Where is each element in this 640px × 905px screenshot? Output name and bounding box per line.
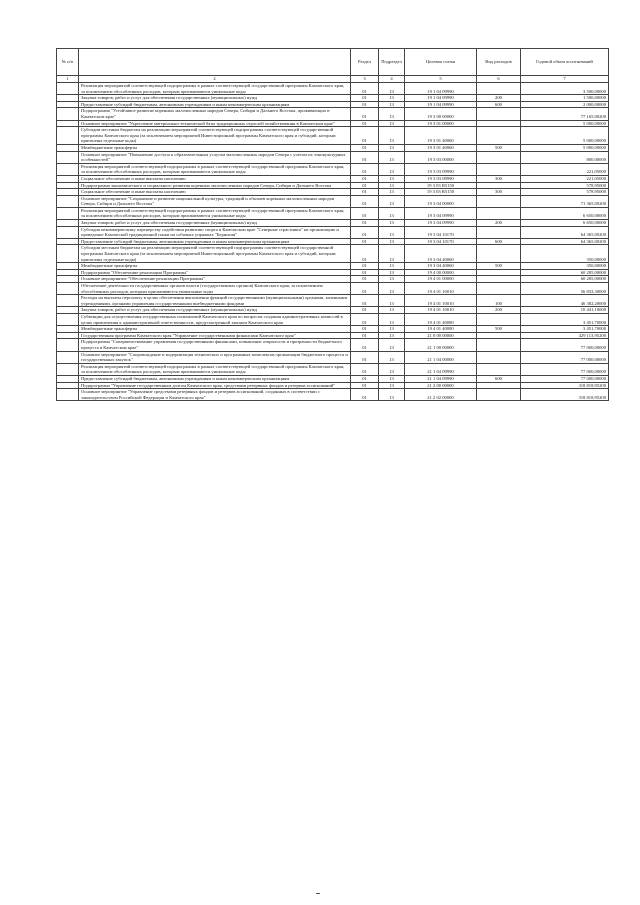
- header-podrazdel: Подраздел: [379, 49, 405, 76]
- row-target-article-cell: 19 4 00 00000: [405, 269, 477, 276]
- row-target-article-cell: 19 3 03 00000: [405, 151, 477, 163]
- row-name-cell: Закупка товаров, работ и услуг для обеспечения государственных (муниципальных) нужд: [79, 95, 351, 102]
- row-amount-cell: 5 000,00000: [521, 120, 609, 127]
- row-amount-cell: 578,95000: [521, 182, 609, 189]
- row-podrazdel-cell: 13: [379, 151, 405, 163]
- row-num-cell: [57, 351, 79, 363]
- row-name-cell: Подпрограмма "Обеспечение реализации Программы": [79, 269, 351, 276]
- row-razdel-cell: 01: [351, 95, 379, 102]
- row-podrazdel-cell: 13: [379, 307, 405, 314]
- table-row: [57, 83, 609, 95]
- row-name-cell: Субвенции для осуществления государственных полномочий Камчатского края по вопросам создания административных комиссий в целях привлечения к административной ответственности, предусмотренной законом Камчатского края: [79, 313, 351, 325]
- row-amount-cell: 5 000,00000: [521, 144, 609, 151]
- row-name-cell: Основное мероприятие "Укрепление материально-технической базы традиционных отраслей хозяйствования в Камчатском крае": [79, 120, 351, 127]
- row-num-cell: [57, 220, 79, 227]
- row-amount-cell: 77 000,00000: [521, 363, 609, 375]
- row-podrazdel-cell: 13: [379, 207, 405, 219]
- table-row: [57, 151, 609, 163]
- row-amount-cell: 77 000,00000: [521, 339, 609, 351]
- row-num-cell: [57, 263, 79, 270]
- row-expense-type-cell: [477, 283, 521, 295]
- row-expense-type-cell: [477, 163, 521, 175]
- row-razdel-cell: 01: [351, 83, 379, 95]
- row-amount-cell: 578,95000: [521, 189, 609, 196]
- table-row: [57, 195, 609, 207]
- budget-table: [56, 48, 609, 401]
- row-amount-cell: 71 365,00200: [521, 195, 609, 207]
- table-row: [57, 144, 609, 151]
- row-num-cell: [57, 101, 79, 108]
- table-row: [57, 220, 609, 227]
- row-amount-cell: 77 000,00000: [521, 375, 609, 382]
- row-target-article-cell: 19 3 03 09990: [405, 175, 477, 182]
- row-name-cell: Субсидии местным бюджетам на реализацию мероприятий соответствующей подпрограммы соответствующей государственной программы Камчатского края (за исключением мероприятий Инвестиционной программы Камчатского края и субсидий, которым присвоены отдельные коды): [79, 245, 351, 263]
- row-razdel-cell: 01: [351, 120, 379, 127]
- table-row: [57, 276, 609, 283]
- table-row: [57, 95, 609, 102]
- row-name-cell: Межбюджетные трансферты: [79, 326, 351, 333]
- row-expense-type-cell: 200: [477, 95, 521, 102]
- table-body: [57, 83, 609, 401]
- row-razdel-cell: 01: [351, 339, 379, 351]
- row-podrazdel-cell: 13: [379, 195, 405, 207]
- row-target-article-cell: 19 3 04 10170: [405, 226, 477, 238]
- table-row: [57, 295, 609, 307]
- row-podrazdel-cell: 13: [379, 276, 405, 283]
- row-razdel-cell: 01: [351, 283, 379, 295]
- page-footer-mark: [316, 893, 320, 894]
- header-target-article: Целевая статья: [405, 49, 477, 76]
- row-name-cell: Реализация мероприятий соответствующей подпрограммы в рамках соответствующей государственной программы Камчатского края, за исключением обособленных расходов, которым присваиваются уникальные коды: [79, 83, 351, 95]
- row-num-cell: [57, 295, 79, 307]
- row-target-article-cell: 21 2 00 00000: [405, 382, 477, 389]
- row-podrazdel-cell: 13: [379, 127, 405, 145]
- row-num-cell: [57, 313, 79, 325]
- row-expense-type-cell: 300: [477, 189, 521, 196]
- row-name-cell: Реализация мероприятий соответствующей подпрограммы в рамках соответствующей государственной программы Камчатского края, за исключением обособленных расходов, которым присваиваются уникальные коды: [79, 363, 351, 375]
- row-target-article-cell: 19 3 04 00000: [405, 195, 477, 207]
- row-name-cell: Закупка товаров, работ и услуг для обеспечения государственных (муниципальных) нужд: [79, 307, 351, 314]
- table-row: [57, 163, 609, 175]
- row-amount-cell: 56 833,30000: [521, 283, 609, 295]
- row-num-cell: [57, 326, 79, 333]
- row-podrazdel-cell: 13: [379, 382, 405, 389]
- row-num-cell: [57, 226, 79, 238]
- row-razdel-cell: 01: [351, 332, 379, 339]
- table-row: [57, 101, 609, 108]
- column-index-row: [57, 76, 609, 83]
- row-num-cell: [57, 151, 79, 163]
- row-name-cell: Предоставление субсидий бюджетным, автономным учреждениям и иным некоммерческим организациям: [79, 101, 351, 108]
- row-name-cell: Основное мероприятие "Сопровождение и модернизация технических и программных комплексов организации бюджетного процесса и государственных закупок": [79, 351, 351, 363]
- row-amount-cell: 60 285,00000: [521, 269, 609, 276]
- header-annual-amount: Годовой объем ассигнований: [521, 49, 609, 76]
- row-target-article-cell: 19 4 01 40080: [405, 313, 477, 325]
- row-podrazdel-cell: 13: [379, 295, 405, 307]
- row-amount-cell: 221,05000: [521, 175, 609, 182]
- table-row: [57, 182, 609, 189]
- row-razdel-cell: 01: [351, 363, 379, 375]
- table-row: [57, 226, 609, 238]
- row-num-cell: [57, 83, 79, 95]
- table-row: [57, 263, 609, 270]
- table-row: [57, 307, 609, 314]
- row-amount-cell: 350,00000: [521, 263, 609, 270]
- row-amount-cell: 221,05000: [521, 163, 609, 175]
- row-expense-type-cell: 100: [477, 295, 521, 307]
- row-name-cell: Закупка товаров, работ и услуг для обеспечения государственных (муниципальных) нужд: [79, 220, 351, 227]
- row-num-cell: [57, 375, 79, 382]
- row-podrazdel-cell: 13: [379, 120, 405, 127]
- row-razdel-cell: 01: [351, 313, 379, 325]
- row-razdel-cell: 01: [351, 389, 379, 401]
- row-num-cell: [57, 195, 79, 207]
- row-podrazdel-cell: 13: [379, 375, 405, 382]
- row-name-cell: Подпрограмма экономического и социального развития коренных малочисленных народов Севера, Сибири и Дальнего Востока: [79, 182, 351, 189]
- row-podrazdel-cell: 13: [379, 263, 405, 270]
- row-target-article-cell: 19 4 01 10010: [405, 307, 477, 314]
- row-name-cell: Основное мероприятие "Повышение доступа к образовательным услугам малочисленных народов Севера с учетом их этнокультурных особенностей": [79, 151, 351, 163]
- table-row: [57, 108, 609, 120]
- row-razdel-cell: 01: [351, 189, 379, 196]
- table-row: [57, 313, 609, 325]
- row-razdel-cell: 01: [351, 207, 379, 219]
- row-target-article-cell: 19 4 01 00000: [405, 276, 477, 283]
- row-name-cell: Субсидия некоммерческому партнерству содействия развитию спорта в Камчатском крае "Северные страстники" на организацию и проведение Камчатской традиционной гонки на собачьих упряжках "Берингия": [79, 226, 351, 238]
- row-name-cell: Подпрограмма "Совершенствование управления государственными финансами, повышение открытости и прозрачности бюджетного процесса в Камчатском крае": [79, 339, 351, 351]
- row-expense-type-cell: [477, 120, 521, 127]
- header-num: № п/п: [57, 49, 79, 76]
- row-num-cell: [57, 276, 79, 283]
- table-row: [57, 120, 609, 127]
- row-target-article-cell: 19 1 04 09990: [405, 101, 477, 108]
- row-razdel-cell: 01: [351, 238, 379, 245]
- row-expense-type-cell: 600: [477, 101, 521, 108]
- row-target-article-cell: 21 1 04 09990: [405, 375, 477, 382]
- row-expense-type-cell: [477, 389, 521, 401]
- row-razdel-cell: 01: [351, 144, 379, 151]
- row-podrazdel-cell: 13: [379, 245, 405, 263]
- row-razdel-cell: 01: [351, 163, 379, 175]
- row-name-cell: Подпрограмма "Устойчивое развитие коренных малочисленных народов Севера, Сибири и Дальнего Востока, проживающих в Камчатском крае": [79, 108, 351, 120]
- row-name-cell: Социальное обеспечение и иные выплаты населению: [79, 175, 351, 182]
- table-row: [57, 175, 609, 182]
- row-expense-type-cell: [477, 182, 521, 189]
- row-name-cell: Реализация мероприятий соответствующей подпрограммы в рамках соответствующей государственной программы Камчатского края, за исключением обособленных расходов, которым присваиваются уникальные коды: [79, 207, 351, 219]
- row-name-cell: Межбюджетные трансферты: [79, 263, 351, 270]
- row-amount-cell: 6 650,00000: [521, 207, 609, 219]
- row-target-article-cell: 19 3 04 09990: [405, 207, 477, 219]
- column-index: 7: [521, 76, 609, 83]
- row-expense-type-cell: 200: [477, 307, 521, 314]
- row-expense-type-cell: [477, 245, 521, 263]
- row-target-article-cell: 19 1 04 09990: [405, 83, 477, 95]
- row-podrazdel-cell: 13: [379, 101, 405, 108]
- row-num-cell: [57, 207, 79, 219]
- row-name-cell: Предоставление субсидий бюджетным, автономным учреждениям и иным некоммерческим организациям: [79, 375, 351, 382]
- row-name-cell: Предоставление субсидий бюджетным, автономным учреждениям и иным некоммерческим организациям: [79, 238, 351, 245]
- row-name-cell: Государственная программа Камчатского края "Управление государственными финансами Камчатского края": [79, 332, 351, 339]
- row-amount-cell: 3 500,00000: [521, 83, 609, 95]
- row-podrazdel-cell: 13: [379, 326, 405, 333]
- row-podrazdel-cell: 13: [379, 283, 405, 295]
- row-expense-type-cell: [477, 276, 521, 283]
- row-razdel-cell: 01: [351, 245, 379, 263]
- row-target-article-cell: 19 3 04 09990: [405, 220, 477, 227]
- row-podrazdel-cell: 13: [379, 351, 405, 363]
- row-expense-type-cell: 600: [477, 238, 521, 245]
- row-target-article-cell: 19 4 01 10010: [405, 283, 477, 295]
- row-razdel-cell: 01: [351, 151, 379, 163]
- row-podrazdel-cell: 13: [379, 144, 405, 151]
- row-num-cell: [57, 108, 79, 120]
- table-row: [57, 245, 609, 263]
- row-expense-type-cell: [477, 83, 521, 95]
- row-expense-type-cell: [477, 151, 521, 163]
- row-amount-cell: 318 818,95200: [521, 382, 609, 389]
- row-expense-type-cell: [477, 127, 521, 145]
- row-expense-type-cell: [477, 195, 521, 207]
- table-row: [57, 207, 609, 219]
- row-expense-type-cell: 500: [477, 144, 521, 151]
- row-amount-cell: 429 113,95200: [521, 332, 609, 339]
- row-num-cell: [57, 175, 79, 182]
- column-index: 2: [79, 76, 351, 83]
- row-podrazdel-cell: 13: [379, 95, 405, 102]
- row-num-cell: [57, 163, 79, 175]
- header-name: [79, 49, 351, 76]
- row-podrazdel-cell: 13: [379, 332, 405, 339]
- row-target-article-cell: 21 2 02 00000: [405, 389, 477, 401]
- row-razdel-cell: 01: [351, 127, 379, 145]
- row-target-article-cell: 19 3 01 40060: [405, 144, 477, 151]
- row-target-article-cell: 19 4 01 40080: [405, 326, 477, 333]
- column-index: 6: [477, 76, 521, 83]
- row-razdel-cell: 01: [351, 269, 379, 276]
- row-num-cell: [57, 269, 79, 276]
- row-num-cell: [57, 189, 79, 196]
- table-row: [57, 189, 609, 196]
- row-amount-cell: 318 818,95200: [521, 389, 609, 401]
- column-index: 4: [379, 76, 405, 83]
- table-row: [57, 389, 609, 401]
- row-name-cell: Основное мероприятие "Обеспечение реализации Программы": [79, 276, 351, 283]
- row-expense-type-cell: [477, 339, 521, 351]
- row-expense-type-cell: 500: [477, 263, 521, 270]
- row-name-cell: Основное мероприятие "Сохранение и развитие национальной культуры, традиций и обычаев коренных малочисленных народов Севера, Сибири и Дальнего Востока": [79, 195, 351, 207]
- row-amount-cell: 60 285,00000: [521, 276, 609, 283]
- row-amount-cell: 2 000,00000: [521, 101, 609, 108]
- row-amount-cell: 3 451,70000: [521, 313, 609, 325]
- table-row: [57, 351, 609, 363]
- row-amount-cell: 64 365,00200: [521, 238, 609, 245]
- row-podrazdel-cell: 13: [379, 182, 405, 189]
- table-row: [57, 363, 609, 375]
- row-num-cell: [57, 95, 79, 102]
- row-target-article-cell: 19 3 04 10170: [405, 238, 477, 245]
- row-name-cell: Социальное обеспечение и иные выплаты населению: [79, 189, 351, 196]
- row-razdel-cell: 01: [351, 295, 379, 307]
- row-num-cell: [57, 283, 79, 295]
- column-index: 3: [351, 76, 379, 83]
- row-num-cell: [57, 245, 79, 263]
- row-target-article-cell: 19 3 01 00000: [405, 120, 477, 127]
- row-target-article-cell: 19 1 04 09990: [405, 95, 477, 102]
- row-amount-cell: 64 365,00200: [521, 226, 609, 238]
- row-expense-type-cell: [477, 313, 521, 325]
- row-num-cell: [57, 127, 79, 145]
- row-target-article-cell: 19 4 01 10010: [405, 295, 477, 307]
- table-row: [57, 238, 609, 245]
- row-podrazdel-cell: 13: [379, 220, 405, 227]
- row-target-article-cell: 19 3 03 R5150: [405, 189, 477, 196]
- row-name-cell: Подпрограмма "Управление государственным долгом Камчатского края, средствами резервных фондов и резервов ассигнований": [79, 382, 351, 389]
- row-razdel-cell: 01: [351, 382, 379, 389]
- row-amount-cell: 46 382,20000: [521, 295, 609, 307]
- header-razdel: Раздел: [351, 49, 379, 76]
- row-expense-type-cell: 600: [477, 375, 521, 382]
- row-expense-type-cell: [477, 226, 521, 238]
- row-podrazdel-cell: 13: [379, 363, 405, 375]
- row-name-cell: Межбюджетные трансферты: [79, 144, 351, 151]
- header-expense-type: Вид расходов: [477, 49, 521, 76]
- row-razdel-cell: 01: [351, 182, 379, 189]
- table-row: [57, 339, 609, 351]
- row-razdel-cell: 01: [351, 226, 379, 238]
- row-razdel-cell: 01: [351, 307, 379, 314]
- row-target-article-cell: 21 1 04 00000: [405, 351, 477, 363]
- row-amount-cell: 5 000,00000: [521, 127, 609, 145]
- row-razdel-cell: 01: [351, 326, 379, 333]
- row-num-cell: [57, 339, 79, 351]
- row-amount-cell: 77 165,00200: [521, 108, 609, 120]
- row-name-cell: Основное мероприятие "Управление средствами резервных фондов и резервов ассигнований, созданных в соответствии с законодательством Российской Федерации и Камчатского края": [79, 389, 351, 401]
- row-target-article-cell: 19 3 03 R5150: [405, 182, 477, 189]
- table-row: [57, 326, 609, 333]
- row-num-cell: [57, 144, 79, 151]
- row-expense-type-cell: [477, 363, 521, 375]
- row-name-cell: Субсидии местным бюджетам на реализацию мероприятий соответствующей подпрограммы соответствующей государственной программы Камчатского края (за исключением мероприятий Инвестиционной программы Камчатского края и субсидий, которым присвоены отдельные коды): [79, 127, 351, 145]
- row-podrazdel-cell: 13: [379, 163, 405, 175]
- row-name-cell: Расходы на выплаты персоналу в целях обеспечения выполнения функций государственными (муниципальными) органами, казенными учреждениями, органами управления государственными внебюджетными фондами: [79, 295, 351, 307]
- row-razdel-cell: 01: [351, 101, 379, 108]
- row-num-cell: [57, 382, 79, 389]
- row-target-article-cell: 19 3 01 40060: [405, 127, 477, 145]
- table-row: [57, 127, 609, 145]
- row-num-cell: [57, 238, 79, 245]
- row-amount-cell: 6 650,00000: [521, 220, 609, 227]
- row-podrazdel-cell: 13: [379, 189, 405, 196]
- row-podrazdel-cell: 13: [379, 83, 405, 95]
- table-row: [57, 382, 609, 389]
- table-header-row: [57, 49, 609, 76]
- row-name-cell: Реализация мероприятий соответствующей подпрограммы в рамках соответствующей государственной программы Камчатского края, за исключением обособленных расходов, которым присваиваются уникальные коды: [79, 163, 351, 175]
- row-razdel-cell: 01: [351, 175, 379, 182]
- row-expense-type-cell: 200: [477, 220, 521, 227]
- row-target-article-cell: 19 3 04 40060: [405, 245, 477, 263]
- row-target-article-cell: 19 3 00 00000: [405, 108, 477, 120]
- row-num-cell: [57, 120, 79, 127]
- row-amount-cell: 800,00000: [521, 151, 609, 163]
- row-amount-cell: 3 451,70000: [521, 326, 609, 333]
- row-podrazdel-cell: 13: [379, 339, 405, 351]
- row-expense-type-cell: [477, 382, 521, 389]
- row-target-article-cell: 21 1 04 09990: [405, 363, 477, 375]
- row-num-cell: [57, 389, 79, 401]
- row-num-cell: [57, 332, 79, 339]
- row-podrazdel-cell: 13: [379, 108, 405, 120]
- row-razdel-cell: 01: [351, 195, 379, 207]
- row-razdel-cell: 01: [351, 263, 379, 270]
- row-razdel-cell: 01: [351, 220, 379, 227]
- row-target-article-cell: 19 3 04 40060: [405, 263, 477, 270]
- row-amount-cell: 77 000,00000: [521, 351, 609, 363]
- column-index: 1: [57, 76, 79, 83]
- row-razdel-cell: 01: [351, 351, 379, 363]
- row-target-article-cell: 19 3 03 09990: [405, 163, 477, 175]
- table-row: [57, 283, 609, 295]
- row-podrazdel-cell: 13: [379, 226, 405, 238]
- row-num-cell: [57, 363, 79, 375]
- row-target-article-cell: 21 1 00 00000: [405, 339, 477, 351]
- row-expense-type-cell: 300: [477, 175, 521, 182]
- row-razdel-cell: 01: [351, 108, 379, 120]
- table-row: [57, 332, 609, 339]
- row-podrazdel-cell: 13: [379, 238, 405, 245]
- row-podrazdel-cell: 13: [379, 313, 405, 325]
- column-index: 5: [405, 76, 477, 83]
- row-amount-cell: 1 500,00000: [521, 95, 609, 102]
- row-podrazdel-cell: 13: [379, 175, 405, 182]
- table-row: [57, 375, 609, 382]
- row-target-article-cell: 21 0 00 00000: [405, 332, 477, 339]
- row-amount-cell: 10 441,10000: [521, 307, 609, 314]
- row-amount-cell: 350,00000: [521, 245, 609, 263]
- row-podrazdel-cell: 13: [379, 269, 405, 276]
- row-num-cell: [57, 182, 79, 189]
- row-expense-type-cell: [477, 269, 521, 276]
- row-name-cell: Обеспечение деятельности государственных органов власти (государственных органов) Камчатского края, за исключением обособленных расходов, которым присваиваются уникальные коды: [79, 283, 351, 295]
- table-row: [57, 269, 609, 276]
- row-expense-type-cell: [477, 207, 521, 219]
- row-expense-type-cell: [477, 108, 521, 120]
- row-num-cell: [57, 307, 79, 314]
- row-expense-type-cell: [477, 351, 521, 363]
- row-expense-type-cell: [477, 332, 521, 339]
- row-razdel-cell: 01: [351, 375, 379, 382]
- row-podrazdel-cell: 13: [379, 389, 405, 401]
- row-razdel-cell: 01: [351, 276, 379, 283]
- row-expense-type-cell: 500: [477, 326, 521, 333]
